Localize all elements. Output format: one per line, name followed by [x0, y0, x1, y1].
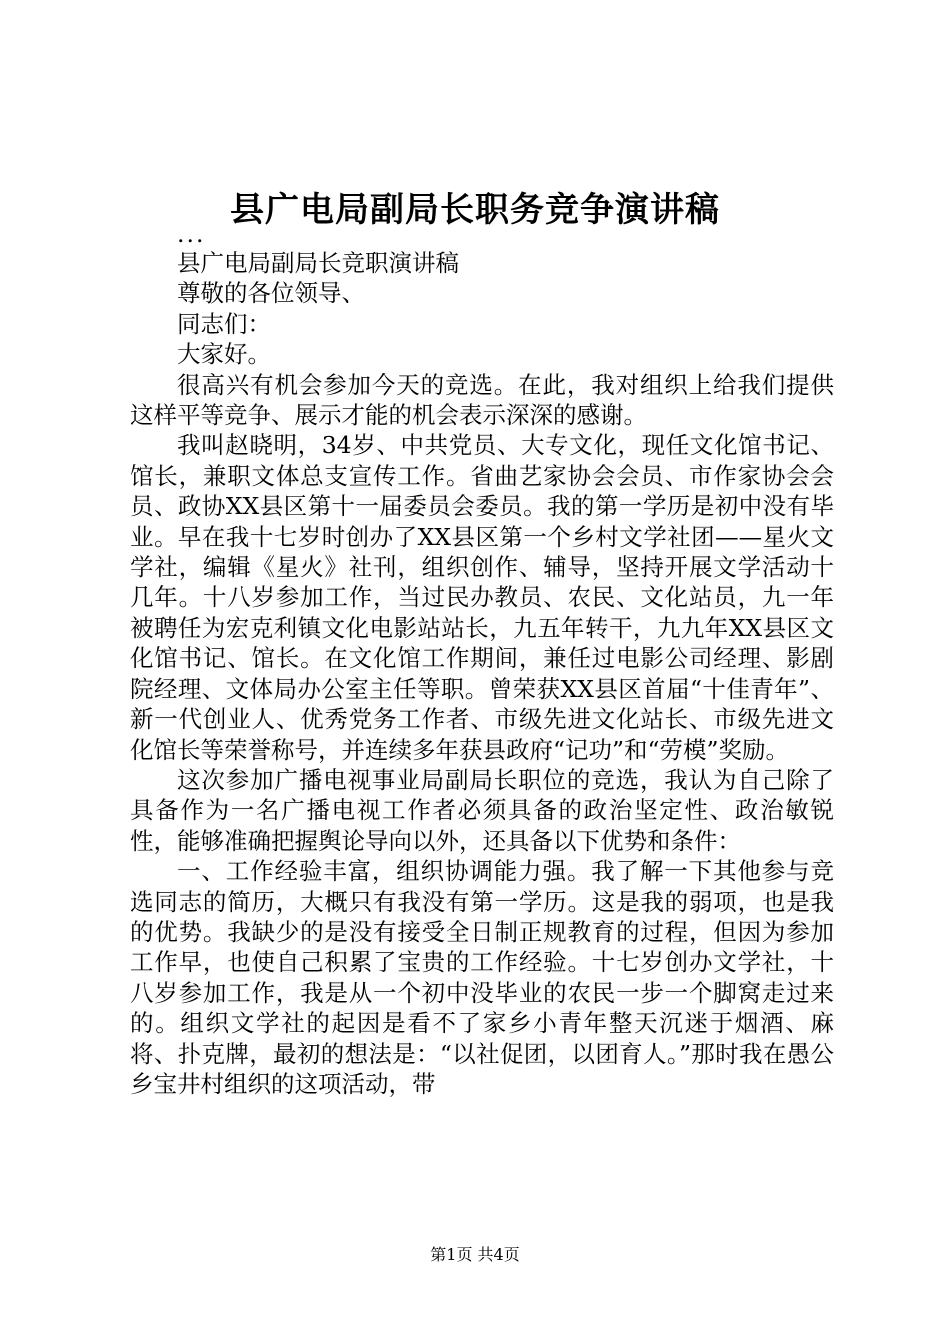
paragraph-greeting: 大家好。	[177, 340, 271, 369]
paragraph-salutation-2: 同志们：	[177, 309, 271, 338]
paragraph-subtitle: 县广电局副局长竞职演讲稿	[177, 249, 459, 277]
ellipsis-marker: ...	[177, 220, 206, 248]
paragraph-candidacy: 这次参加广播电视事业局副局长职位的竞选，我认为自己除了具备作为一名广播电视工作者必须具备的政治坚定性、政治敏锐性，能够准确把握舆论导向以外，还具备以下优势和条件：	[130, 765, 834, 855]
paragraph-opening: 很高兴有机会参加今天的竞选。在此，我对组织上给我们提供这样平等竞争、展示才能的机会表示深深的感谢。	[130, 370, 834, 430]
document-title: 县广电局副局长职务竞争演讲稿	[230, 190, 720, 230]
paragraph-salutation-1: 尊敬的各位领导、	[177, 279, 365, 308]
paragraph-self-introduction: 我叫赵晓明，34岁、中共党员、大专文化，现任文化馆书记、馆长，兼职文体总支宣传工作。省曲艺家协会会员、市作家协会会员、政协XX县区第十一届委员会委员。我的第一学历是初中没有毕业。早在我十七岁时创办了XX县区第一个乡村文学社团——星火文学社，编辑《星火》社刊，组织创作、辅导，坚持开展文学活动十几年。十八岁参加工作，当过民办教员、农民、文化站员，九一年被聘任为宏克利镇文化电影站站长，九五年转干，九九年XX县区文化馆书记、馆长。在文化馆工作期间，兼任过电影公司经理、影剧院经理、文体局办公室主任等职。曾荣获XX县区首届“十佳青年”、新一代创业人、优秀党务工作者、市级先进文化站长、市级先进文化馆长等荣誉称号，并连续多年获县政府“记功”和“劳模”奖励。	[130, 431, 834, 764]
paragraph-advantage-1: 一、工作经验丰富，组织协调能力强。我了解一下其他参与竞选同志的简历，大概只有我没有第一学历。这是我的弱项，也是我的优势。我缺少的是没有接受全日制正规教育的过程，但因为参加工作早，也使自己积累了宝贵的工作经验。十七岁创办文学社，十八岁参加工作，我是从一个初中没毕业的农民一步一个脚窝走过来的。组织文学社的起因是看不了家乡小青年整天沉迷于烟酒、麻将、扑克牌，最初的想法是：“以社促团，以团育人。”那时我在愚公乡宝井村组织的这项活动，带	[130, 857, 834, 1098]
page-footer: 第1页 共4页	[430, 1245, 520, 1264]
document-body	[130, 220, 834, 1099]
